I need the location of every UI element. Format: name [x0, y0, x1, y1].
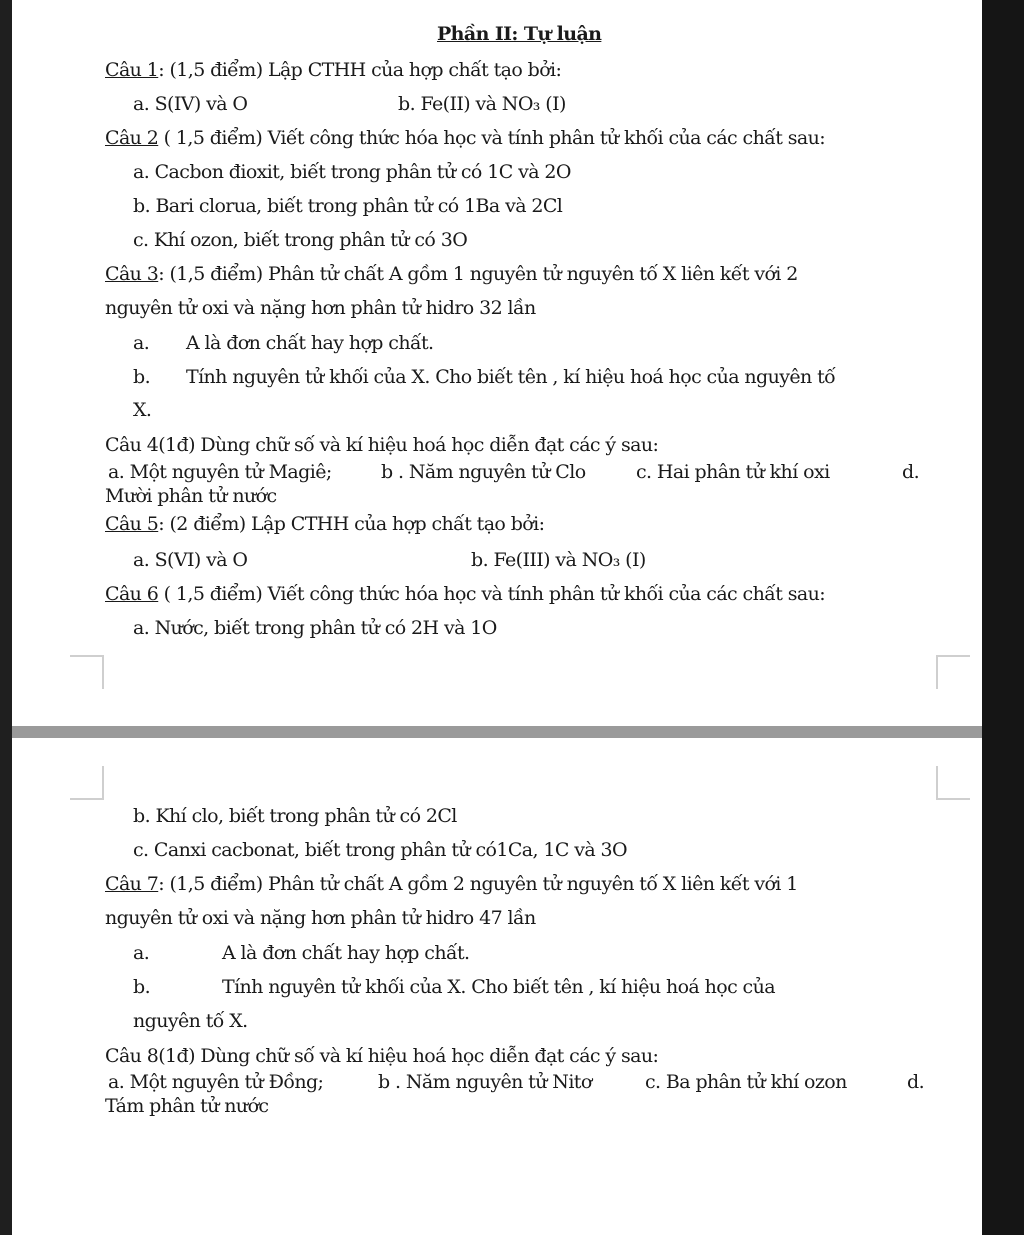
q3-option-b-label: b. [133, 366, 151, 388]
q6-option-b: b. Khí clo, biết trong phân tử có 2Cl [133, 805, 457, 827]
question-5: Câu 5: (2 điểm) Lập CTHH của hợp chất tạo bởi: [105, 513, 545, 535]
q3-option-b-continued: X. [133, 399, 152, 421]
question-4: Câu 4(1đ) Dùng chữ số và kí hiệu hoá học diễn đạt các ý sau: [105, 434, 659, 456]
question-label: Câu 6 [105, 583, 159, 605]
q5-option-b: b. Fe(III) và NO₃ (I) [471, 549, 646, 571]
q7-option-a: A là đơn chất hay hợp chất. [222, 942, 470, 964]
question-2: Câu 2 ( 1,5 điểm) Viết công thức hóa học và tính phân tử khối của các chất sau: [105, 127, 826, 149]
question-label: Câu 7 [105, 873, 159, 895]
q8-option-d: Tám phân tử nước [105, 1095, 269, 1117]
dark-edge [982, 0, 1024, 1235]
question-3: Câu 3: (1,5 điểm) Phân tử chất A gồm 1 nguyên tử nguyên tố X liên kết với 2 [105, 263, 798, 285]
q8-option-c: c. Ba phân tử khí ozon [645, 1071, 847, 1093]
q7-option-b: Tính nguyên tử khối của X. Cho biết tên , kí hiệu hoá học của [222, 976, 775, 998]
q3-option-b: Tính nguyên tử khối của X. Cho biết tên , kí hiệu hoá học của nguyên tố [186, 366, 836, 388]
q4-option-a: a. Một nguyên tử Magiê; [108, 461, 332, 483]
q8-option-d-label: d. [907, 1071, 925, 1093]
page-gap [12, 726, 982, 738]
q7-option-b-continued: nguyên tố X. [133, 1010, 248, 1032]
q4-option-b: b . Năm nguyên tử Clo [381, 461, 586, 483]
q2-option-b: b. Bari clorua, biết trong phân tử có 1Ba và 2Cl [133, 195, 563, 217]
margin-marker [70, 655, 104, 689]
q3-option-a-label: a. [133, 332, 150, 354]
q3-text-continued: nguyên tử oxi và nặng hơn phân tử hidro 32 lần [105, 297, 536, 319]
q6-option-a: a. Nước, biết trong phân tử có 2H và 1O [133, 617, 497, 639]
q7-text-continued: nguyên tử oxi và nặng hơn phân tử hidro 47 lần [105, 907, 536, 929]
question-label: Câu 2 [105, 127, 159, 149]
margin-marker [936, 766, 970, 800]
q5-option-a: a. S(VI) và O [133, 549, 248, 571]
question-label: Câu 1 [105, 59, 159, 81]
question-6: Câu 6 ( 1,5 điểm) Viết công thức hóa học và tính phân tử khối của các chất sau: [105, 583, 826, 605]
question-7: Câu 7: (1,5 điểm) Phân tử chất A gồm 2 nguyên tử nguyên tố X liên kết với 1 [105, 873, 798, 895]
q6-option-c: c. Canxi cacbonat, biết trong phân tử có1Ca, 1C và 3O [133, 839, 628, 861]
q7-option-b-label: b. [133, 976, 151, 998]
q4-option-d-label: d. [902, 461, 920, 483]
margin-marker [936, 655, 970, 689]
q2-option-c: c. Khí ozon, biết trong phân tử có 3O [133, 229, 468, 251]
q7-option-a-label: a. [133, 942, 150, 964]
question-1: Câu 1: (1,5 điểm) Lập CTHH của hợp chất tạo bởi: [105, 59, 562, 81]
question-8: Câu 8(1đ) Dùng chữ số và kí hiệu hoá học diễn đạt các ý sau: [105, 1045, 659, 1067]
q8-option-b: b . Năm nguyên tử Nitơ [378, 1071, 592, 1093]
question-label: Câu 3 [105, 263, 159, 285]
q3-option-a: A là đơn chất hay hợp chất. [186, 332, 434, 354]
q8-option-a: a. Một nguyên tử Đồng; [108, 1071, 324, 1093]
margin-marker [70, 766, 104, 800]
q4-option-d: Mười phân tử nước [105, 485, 277, 507]
section-title: Phần II: Tự luận [437, 23, 602, 45]
question-label: Câu 5 [105, 513, 159, 535]
q4-option-c: c. Hai phân tử khí oxi [636, 461, 830, 483]
q1-option-a: a. S(IV) và O [133, 93, 248, 115]
q1-option-b: b. Fe(II) và NO₃ (I) [398, 93, 566, 115]
q2-option-a: a. Cacbon đioxit, biết trong phân tử có 1C và 2O [133, 161, 571, 183]
